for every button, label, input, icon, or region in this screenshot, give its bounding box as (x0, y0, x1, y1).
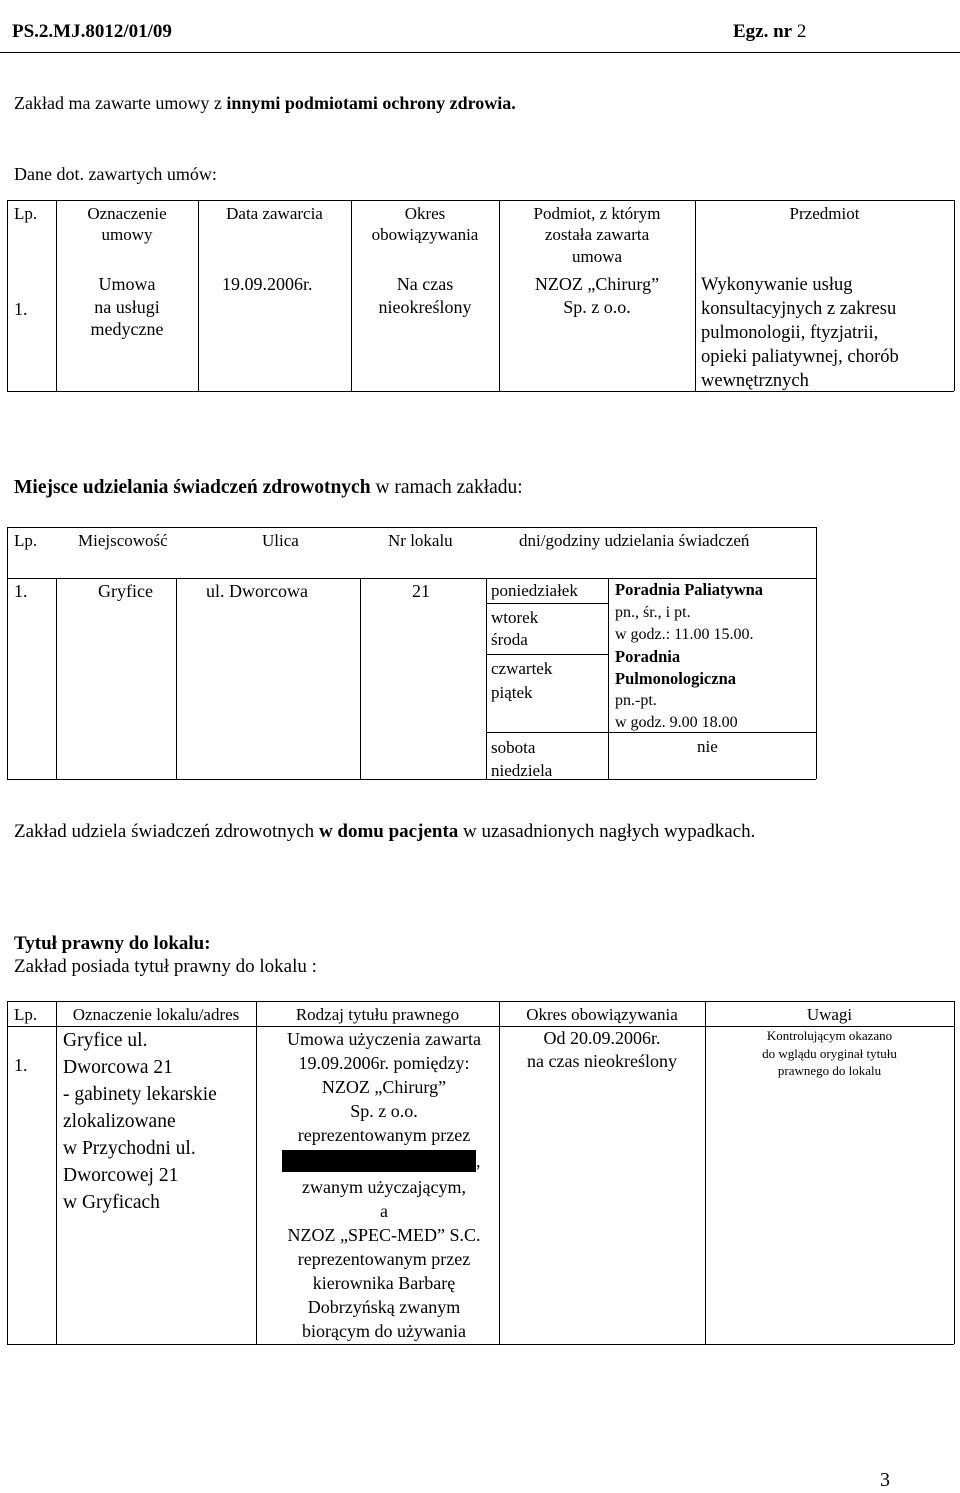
legal-row-oznaczenie: Gryfice ul. Dworcowa 21 - gabinety lekarskie zlokalizowane w Przychodni ul. Dworcowej 21 w Gryficach (63, 1030, 217, 1213)
places-header-miejscowosc: Miejscowość (78, 531, 168, 550)
legal-header-lp: Lp. (14, 1005, 38, 1024)
legal-header-oznaczenie: Oznaczenie lokalu/adres (72, 1005, 240, 1024)
contract-row-oznaczenie: Umowa na usługi medyczne (90, 274, 164, 339)
contract-row-lp: 1. (14, 299, 28, 319)
document-reference: PS.2.MJ.8012/01/09 (12, 21, 172, 42)
clinic-palliative-days: pn., śr., i pt. (615, 604, 691, 621)
legal-row-uwagi: Kontrolującym okazano do wglądu oryginał tytułu prawnego do lokalu (762, 1028, 897, 1079)
day-saturday: sobota (491, 738, 536, 757)
places-heading-bold: Miejsce udzielania świadczeń zdrowotnych (14, 477, 371, 498)
legal-subheading: Zakład posiada tytuł prawny do lokalu : (14, 956, 317, 977)
legal-row-okres: Od 20.09.2006r. na czas nieokreślony (527, 1028, 677, 1071)
home-care-prefix: Zakład udziela świadczeń zdrowotnych (14, 821, 319, 842)
intro-bold: innymi podmiotami ochrony zdrowia. (226, 93, 516, 113)
places-header-dni: dni/godziny udzielania świadczeń (519, 531, 750, 550)
home-care-suffix: w uzasadnionych nagłych wypadkach. (458, 821, 756, 842)
intro-line (14, 92, 516, 115)
contracts-label: Dane dot. zawartych umów: (14, 164, 217, 184)
home-care-line (14, 820, 755, 844)
copy-number (733, 20, 806, 44)
page-number: 3 (880, 1469, 890, 1491)
contract-row-okres: Na czas nieokreślony (378, 274, 472, 317)
contract-row-data: 19.09.2006r. (222, 274, 313, 294)
place-row-ulica: ul. Dworcowa (206, 581, 308, 601)
legal-row-lp: 1. (14, 1055, 28, 1075)
copy-label: Egz. nr (733, 21, 793, 42)
intro-prefix: Zakład ma zawarte umowy z (14, 93, 227, 113)
clinic-pulmonology-days: pn.-pt. (615, 692, 657, 709)
col-header-lp: Lp. (14, 204, 38, 223)
col-header-podmiot: Podmiot, z którym została zawarta umowa (533, 204, 661, 266)
legal-header-uwagi: Uwagi (806, 1005, 853, 1024)
clinic-pulmonology-hours: w godz. 9.00 18.00 (615, 714, 738, 731)
col-header-data: Data zawarcia (226, 204, 323, 223)
day-wednesday: środa (491, 630, 528, 649)
redacted-name-block (282, 1150, 476, 1172)
legal-row-rodzaj: Umowa użyczenia zawarta 19.09.2006r. pomiędzy: NZOZ „Chirurg” Sp. z o.o. reprezentowanym przez , zwanym użyczającym, a NZOZ „SPEC-MED” S.C. reprezentowanym przez kierownika Barbarę Dobrzyńską zwanym biorącym do używania (256, 1027, 512, 1343)
place-row-miejscowosc: Gryfice (98, 581, 153, 601)
place-row-nr: 21 (412, 581, 430, 601)
copy-number-value: 2 (796, 21, 807, 42)
places-header-lp: Lp. (14, 531, 38, 550)
day-thursday: czwartek (491, 659, 553, 678)
contract-row-podmiot: NZOZ „Chirurg” Sp. z o.o. (534, 274, 660, 317)
day-tuesday: wtorek (491, 608, 539, 627)
places-heading-rest: w ramach zakładu: (370, 477, 523, 498)
legal-heading: Tytuł prawny do lokalu: (14, 933, 211, 954)
places-header-nr: Nr lokalu (388, 531, 453, 550)
clinic-palliative-hours: w godz.: 11.00 15.00. (615, 626, 754, 643)
contract-row-przedmiot: Wykonywanie usług konsultacyjnych z zakresu pulmonologii, ftyzjatrii, opieki paliatywnej, chorób wewnętrznych (701, 275, 899, 392)
col-header-oznaczenie: Oznaczenie umowy (87, 204, 167, 245)
places-heading (14, 476, 523, 500)
day-monday: poniedziałek (491, 581, 578, 600)
legal-header-okres: Okres obowiązywania (526, 1005, 678, 1024)
places-header-ulica: Ulica (262, 531, 299, 550)
home-care-bold: w domu pacjenta (318, 821, 459, 842)
day-friday: piątek (491, 683, 533, 702)
col-header-okres: Okres obowiązywania (371, 204, 479, 245)
clinic-pulmonology-title-1: Poradnia (615, 647, 681, 666)
header-rule (0, 52, 960, 53)
col-header-przedmiot: Przedmiot (789, 204, 860, 223)
day-sunday: niedziela (491, 761, 553, 780)
clinic-palliative-title: Poradnia Paliatywna (615, 580, 764, 599)
weekend-hours: nie (697, 737, 718, 756)
legal-header-rodzaj: Rodzaj tytułu prawnego (295, 1005, 460, 1024)
clinic-pulmonology-title-2: Pulmonologiczna (615, 669, 737, 688)
place-row-lp: 1. (14, 581, 28, 601)
